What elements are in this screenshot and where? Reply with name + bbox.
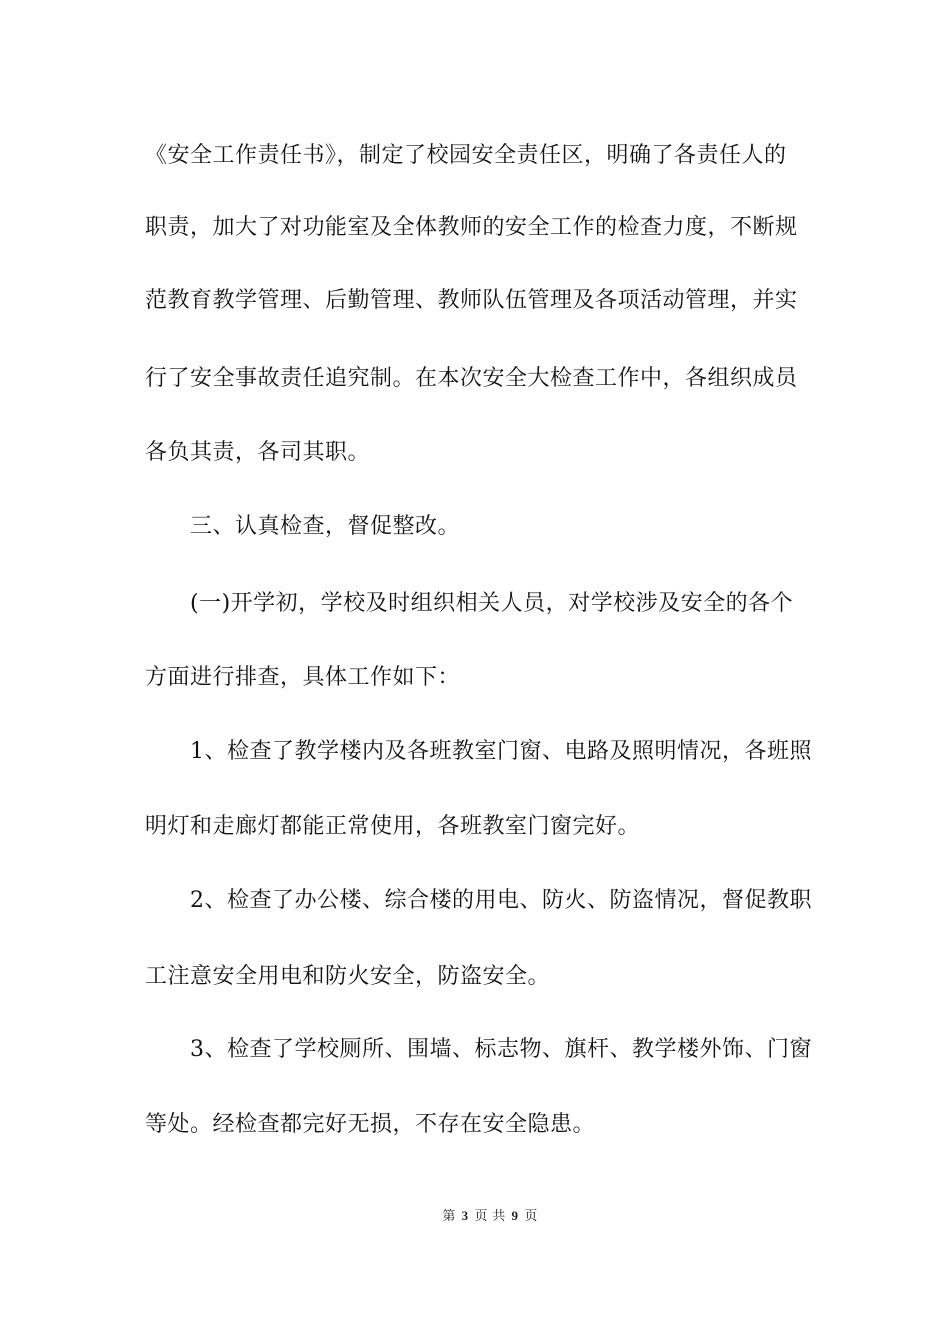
paragraph-line: 明灯和走廊灯都能正常使用，各班教室门窗完好。 bbox=[145, 814, 641, 839]
paragraph-line: 工注意安全用电和防火安全，防盗安全。 bbox=[145, 964, 551, 989]
paragraph-line: 范教育教学管理、后勤管理、教师队伍管理及各项活动管理，并实 bbox=[145, 288, 798, 313]
total-pages-number: 9 bbox=[511, 1208, 519, 1223]
paragraph-line: 方面进行排查，具体工作如下： bbox=[145, 665, 461, 690]
footer-prefix: 第 bbox=[442, 1209, 456, 1224]
section-heading: 三、认真检查，督促整改。 bbox=[190, 514, 461, 539]
paragraph-line: 职责，加大了对功能室及全体教师的安全工作的检查力度，不断规 bbox=[145, 215, 798, 240]
footer-middle: 页 共 bbox=[474, 1209, 506, 1224]
paragraph-line: 各负其责，各司其职。 bbox=[145, 440, 371, 465]
footer-suffix: 页 bbox=[524, 1209, 538, 1224]
paragraph-line: 《安全工作责任书》，制定了校园安全责任区，明确了各责任人的 bbox=[145, 143, 787, 168]
page-footer bbox=[0, 1208, 950, 1225]
paragraph-line: 等处。经检查都完好无损，不存在安全隐患。 bbox=[145, 1112, 596, 1137]
paragraph-line: 行了安全事故责任追究制。在本次安全大检查工作中，各组织成员 bbox=[145, 366, 798, 391]
paragraph-line: 2、检查了办公楼、综合楼的用电、防火、防盗情况，督促教职 bbox=[190, 888, 812, 913]
paragraph-line: 1、检查了教学楼内及各班教室门窗、电路及照明情况，各班照 bbox=[190, 739, 812, 764]
current-page-number: 3 bbox=[461, 1208, 469, 1223]
paragraph-line: 3、检查了学校厕所、围墙、标志物、旗杆、教学楼外饰、门窗 bbox=[190, 1037, 812, 1062]
paragraph-line: (一)开学初，学校及时组织相关人员，对学校涉及安全的各个 bbox=[190, 591, 794, 616]
